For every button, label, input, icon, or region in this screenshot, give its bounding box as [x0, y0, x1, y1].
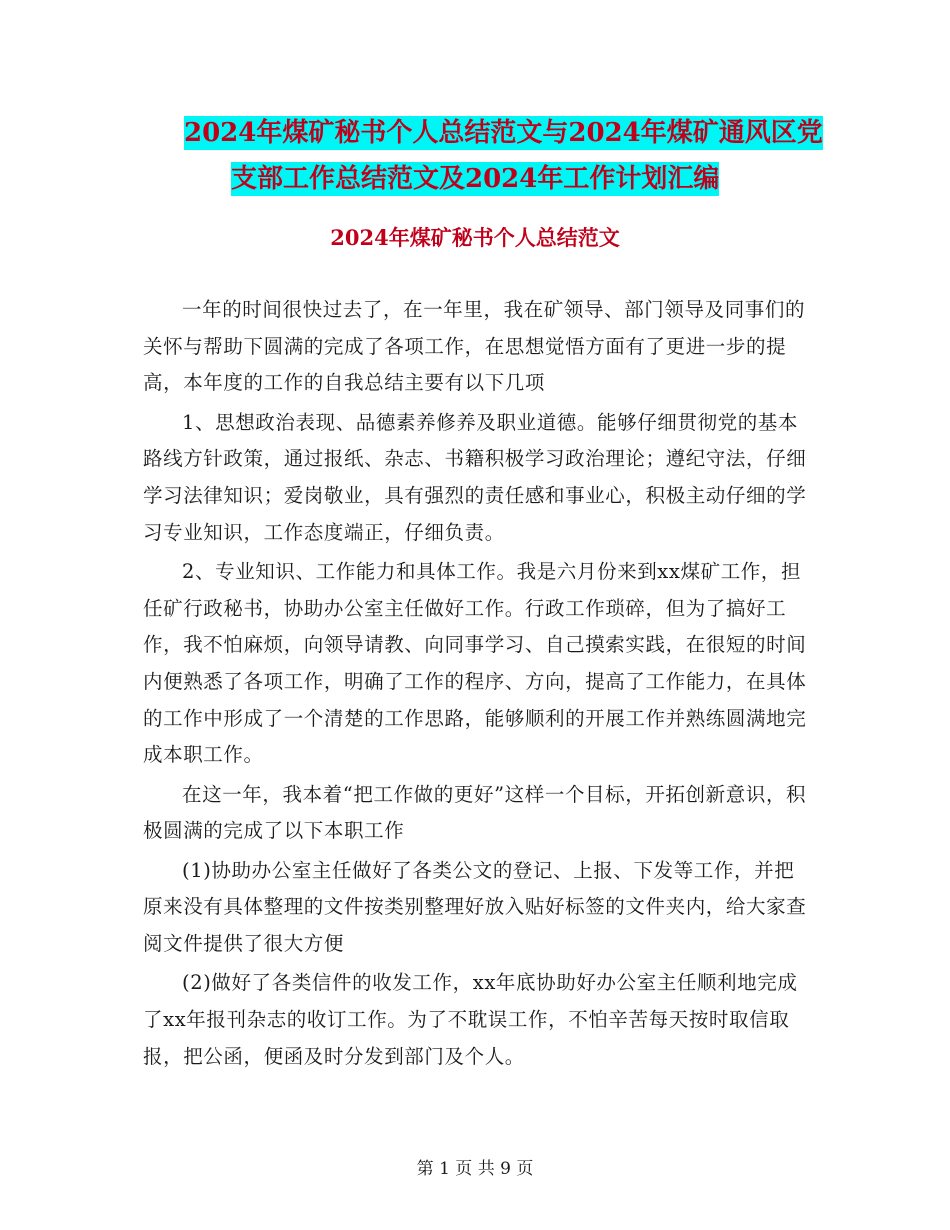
- paragraph: 在这一年，我本着“把工作做的更好”这样一个目标，开拓创新意识，积极圆满的完成了以下本职工作: [143, 782, 807, 843]
- page-footer: 第 1 页 共 9 页: [416, 1159, 534, 1179]
- section-title: 2024年煤矿秘书个人总结范文: [330, 225, 620, 250]
- paragraph: (2)做好了各类信件的收发工作，xx年底协助好办公室主任顺利地完成了xx年报刊杂志的收订工作。为了不耽误工作，不怕辛苦每天按时取信取报，把公函，便函及时分发到部门及个人。: [143, 971, 798, 1068]
- paragraph: 一年的时间很快过去了，在一年里，我在矿领导、部门领导及同事们的关怀与帮助下圆满的完成了各项工作，在思想觉悟方面有了更进一步的提高，本年度的工作的自我总结主要有以下几项: [143, 298, 806, 395]
- document-title-line-1: 2024年煤矿秘书个人总结范文与2024年煤矿通风区党: [184, 118, 823, 148]
- paragraph: (1)协助办公室主任做好了各类公文的登记、上报、下发等工作，并把原来没有具体整理的文件按类别整理好放入贴好标签的文件夹内，给大家查阅文件提供了很大方便: [143, 858, 807, 955]
- paragraph: 2、专业知识、工作能力和具体工作。我是六月份来到xx煤矿工作，担任矿行政秘书，协助办公室主任做好工作。行政工作琐碎，但为了搞好工作，我不怕麻烦，向领导请教、向同事学习、自己摸索实践，在很短的时间内便熟悉了各项工作，明确了工作的程序、方向，提高了工作能力，在具体的工作中形成了一个清楚的工作思路，能够顺利的开展工作并熟练圆满地完成本职工作。: [143, 559, 807, 767]
- paragraph: 1、思想政治表现、品德素养修养及职业道德。能够仔细贯彻党的基本路线方针政策，通过报纸、杂志、书籍积极学习政治理论；遵纪守法，仔细学习法律知识；爱岗敬业，具有强烈的责任感和事业心，积极主动仔细的学习专业知识，工作态度端正，仔细负责。: [143, 410, 807, 544]
- document-title-line-2: 支部工作总结范文及2024年工作计划汇编: [231, 164, 720, 194]
- body-text: [143, 292, 813, 1078]
